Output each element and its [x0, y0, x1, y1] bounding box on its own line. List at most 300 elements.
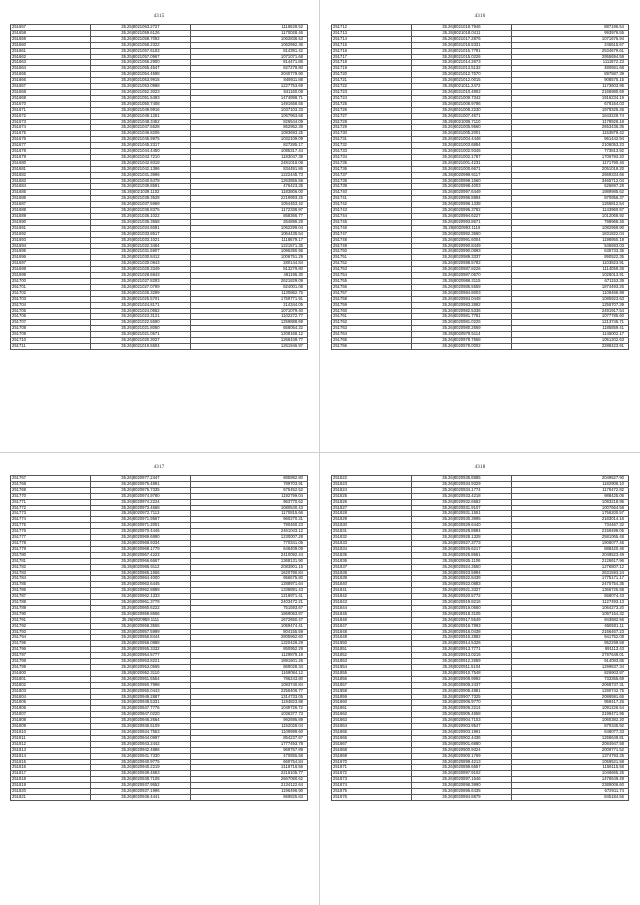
- value-cell: 1097154.32: [511, 611, 628, 617]
- value-cell: 770341.05: [190, 540, 307, 546]
- value-cell: 264896.29: [190, 219, 307, 225]
- value-cell: 2199471.95: [511, 712, 628, 718]
- value-cell: 1064435.54: [190, 231, 307, 237]
- row-id-cell: 251814: [11, 753, 91, 759]
- value-cell: 887196.54: [511, 25, 628, 31]
- row-id-cell: 251674: [11, 125, 91, 131]
- value-cell: 961442.94: [511, 137, 628, 143]
- coordinate-cell: 35.26|8020924.3550: [411, 564, 511, 570]
- row-id-cell: 251742: [332, 202, 412, 208]
- value-cell: 1006751.29: [190, 255, 307, 261]
- coordinate-cell: 35.26|8021057.6183: [90, 48, 190, 54]
- value-cell: 1759771.91: [190, 296, 307, 302]
- coordinate-cell: 35.26|8020896.3990: [411, 783, 511, 789]
- coordinate-cell: 35.26|8021046.8206: [90, 131, 190, 137]
- value-cell: 885982.80: [190, 476, 307, 482]
- row-id-cell: 251813: [11, 747, 91, 753]
- coordinate-cell: 35.26|8020978.0002: [411, 343, 511, 349]
- coordinate-cell: 35.26|8021051.5493: [90, 95, 190, 101]
- coordinate-cell: 35.26|8020982.5336: [411, 308, 511, 314]
- row-id-cell: 251839: [332, 576, 412, 582]
- value-cell: 1366725.68: [511, 588, 628, 594]
- row-id-cell: 251861: [332, 706, 412, 712]
- value-cell: 1007664.58: [511, 505, 628, 511]
- coordinate-cell: 35.26|8020899.4213: [411, 759, 511, 765]
- coordinate-cell: 35.26|8021020.3027: [90, 338, 190, 344]
- value-cell: 1127493.13: [511, 600, 628, 606]
- value-cell: 1118879.17: [190, 237, 307, 243]
- value-cell: 1276807.12: [511, 564, 628, 570]
- row-id-cell: 251744: [332, 214, 412, 220]
- row-id-cell: 251666: [11, 78, 91, 84]
- value-cell: 1179926.18: [511, 119, 628, 125]
- value-cell: 671153.39: [511, 278, 628, 284]
- coordinate-cell: 35.26|8020948.5331: [90, 700, 190, 706]
- row-id-cell: 251721: [332, 78, 412, 84]
- value-cell: 1108466.98: [511, 290, 628, 296]
- row-id-cell: 251866: [332, 735, 412, 741]
- coordinate-cell: 35.26|8020945.5109: [90, 724, 190, 730]
- value-cell: 1476649.49: [511, 777, 628, 783]
- coordinate-cell: 35.26|8020979.5114: [411, 332, 511, 338]
- row-id-cell: 251772: [11, 505, 91, 511]
- value-cell: 814471.86: [190, 60, 307, 66]
- value-cell: 2051019.20: [511, 166, 628, 172]
- value-cell: 1222445.73: [190, 172, 307, 178]
- coordinate-cell: 35.26|8021008.2230: [411, 107, 511, 113]
- value-cell: 1059474.41: [190, 623, 307, 629]
- coordinate-cell: 35.26|8021036.8375: [90, 208, 190, 214]
- coordinate-cell: 35.26|8020928.8884: [411, 529, 511, 535]
- row-id-cell: 251760: [332, 308, 412, 314]
- value-cell: 826544.09: [190, 119, 307, 125]
- value-cell: 2134122.64: [190, 783, 307, 789]
- row-id-cell: 251846: [332, 617, 412, 623]
- coordinate-cell: 35.26|8020904.7103: [411, 718, 511, 724]
- coordinate-cell: 35.26|8020959.8666: [90, 611, 190, 617]
- coordinate-cell: 35.26|8020898.6657: [411, 765, 511, 771]
- value-cell: 1060382.20: [511, 718, 628, 724]
- coordinate-cell: 35.26|8021059.6126: [90, 30, 190, 36]
- coordinate-cell: 35.26|8020939.4663: [90, 771, 190, 777]
- value-cell: 1156115.58: [511, 765, 628, 771]
- value-cell: 1183806.00: [190, 190, 307, 196]
- document-page-4316: [331, 14, 629, 350]
- coordinate-cell: 35.26|8021033.1021: [90, 237, 190, 243]
- value-cell: 1172336.97: [190, 208, 307, 214]
- coordinate-cell: 35.26|8020965.1556: [90, 570, 190, 576]
- value-cell: 1620790.84: [190, 570, 307, 576]
- coordinate-cell: 35.26|8020966.6667: [90, 558, 190, 564]
- coordinate-cell: 35.26|8021053.0988: [90, 84, 190, 90]
- row-id-cell: 251796: [11, 647, 91, 653]
- value-cell: 1152028.04: [190, 724, 307, 730]
- coordinate-cell: 35.26|8021003.6894: [411, 143, 511, 149]
- value-cell: 890522.35: [511, 255, 628, 261]
- coordinate-cell: 35.26|8021018.0411: [411, 30, 511, 36]
- row-id-cell: 251730: [332, 131, 412, 137]
- coordinate-cell: 35.26|8021012.7570: [411, 72, 511, 78]
- value-cell: 491195.30: [190, 273, 307, 279]
- coordinate-cell: 35.25|8021063.2727: [90, 25, 190, 31]
- value-cell: 869825.83: [190, 794, 307, 800]
- row-id-cell: 251830: [332, 523, 412, 529]
- coordinate-cell: 35.26|8020996.1338: [411, 202, 511, 208]
- value-cell: 2631593.24: [511, 570, 628, 576]
- value-cell: 1032109.09: [190, 137, 307, 143]
- page-number: 4318: [474, 465, 486, 470]
- coordinate-cell: 35.26|8021042.9318: [90, 160, 190, 166]
- coordinate-cell: 35.26|8020943.2442: [90, 741, 190, 747]
- row-id-cell: 251818: [11, 777, 91, 783]
- row-id-cell: 251728: [332, 119, 412, 125]
- coordinate-cell: 35.26|8020932.6662: [411, 499, 511, 505]
- row-id-cell: 251873: [332, 777, 412, 783]
- coordinate-cell: 35.26|8020972.7113: [90, 511, 190, 517]
- row-id-cell: 251857: [332, 682, 412, 688]
- coordinate-cell: 35.26|8021050.7408: [90, 101, 190, 107]
- row-id-cell: 251663: [11, 60, 91, 66]
- value-cell: 1314733.05: [190, 694, 307, 700]
- coordinate-cell: 35.26|8020970.4446: [90, 529, 190, 535]
- coordinate-cell: 35.26|8020901.6880: [411, 741, 511, 747]
- row-id-cell: 251789: [11, 605, 91, 611]
- value-cell: 1103823.91: [511, 261, 628, 267]
- coordinate-cell: 35.26|8021033.8517: [90, 231, 190, 237]
- value-cell: 1290742.75: [511, 688, 628, 694]
- value-cell: 850952.29: [190, 647, 307, 653]
- row-id-cell: 251676: [11, 137, 91, 143]
- row-id-cell: 251743: [332, 208, 412, 214]
- value-cell: 2106053.23: [511, 143, 628, 149]
- row-id-cell: 251670: [11, 101, 91, 107]
- row-id-cell: 251807: [11, 712, 91, 718]
- value-cell: 476423.35: [190, 184, 307, 190]
- row-id-cell: 251842: [332, 594, 412, 600]
- data-table: [10, 24, 308, 350]
- coordinate-cell: 35.26|8020894.8879: [411, 794, 511, 800]
- row-id-cell: 251817: [11, 771, 91, 777]
- row-id-cell: 251763: [332, 326, 412, 332]
- row-id-cell: 251820: [11, 789, 91, 795]
- coordinate-cell: 35.26|8021005.2001: [411, 131, 511, 137]
- row-id-cell: 251797: [11, 653, 91, 659]
- value-cell: 841160.08: [190, 89, 307, 95]
- row-id-cell: 251853: [332, 659, 412, 665]
- coordinate-cell: 35.26|8021022.5590: [90, 320, 190, 326]
- value-cell: 2084947.58: [511, 741, 628, 747]
- value-cell: 1288971.64: [190, 582, 307, 588]
- coordinate-cell: 35.26|8021045.9975: [90, 137, 190, 143]
- row-id-cell: 251845: [332, 611, 412, 617]
- value-cell: 568074.43: [511, 594, 628, 600]
- value-cell: 1067963.68: [190, 113, 307, 119]
- row-id-cell: 251822: [332, 476, 412, 482]
- row-id-cell: 251755: [332, 278, 412, 284]
- coordinate-cell: 35.26|8020912.2659: [411, 659, 511, 665]
- coordinate-cell: 35.26|8020897.1546: [411, 777, 511, 783]
- coordinate-cell: 35.26|8020915.2882: [411, 635, 511, 641]
- row-id-cell: 251777: [11, 535, 91, 541]
- coordinate-cell: 35.26|8021013.5132: [411, 66, 511, 72]
- coordinate-cell: 35.26|8021037.5969: [90, 202, 190, 208]
- data-table: [10, 475, 308, 801]
- coordinate-cell: 35.26|8020951.5554: [90, 676, 190, 682]
- value-cell: 2256406.77: [190, 688, 307, 694]
- coordinate-cell: 35.26|8020962.1333: [90, 594, 190, 600]
- coordinate-cell: 35.26|8021017.2876: [411, 36, 511, 42]
- value-cell: 1192799.04: [190, 493, 307, 499]
- coordinate-cell: 35.26|8020953.0665: [90, 665, 190, 671]
- coordinate-cell: 35.26|8020963.6445: [90, 582, 190, 588]
- row-id-cell: 251808: [11, 718, 91, 724]
- coordinate-cell: 35.26|8020977.2447: [90, 476, 190, 482]
- value-cell: 1989985.62: [511, 190, 628, 196]
- coordinate-cell: 35.26|8020919.0660: [411, 605, 511, 611]
- value-cell: 914083.85: [511, 659, 628, 665]
- value-cell: 956675.80: [190, 576, 307, 582]
- coordinate-cell: 35.26|8020964.4000: [90, 576, 190, 582]
- value-cell: 1036377.73: [190, 712, 307, 718]
- coordinate-cell: 35.26|8020930.3995: [411, 517, 511, 523]
- coordinate-cell: 35.26|8020969.6890: [90, 535, 190, 541]
- row-id-cell: 251753: [332, 267, 412, 273]
- value-cell: 691113.43: [511, 647, 628, 653]
- coordinate-cell: 35.26|8020935.6885: [411, 476, 511, 482]
- row-id-cell: 251868: [332, 747, 412, 753]
- value-cell: 1263855.59: [190, 178, 307, 184]
- value-cell: 2653436.36: [511, 125, 628, 131]
- value-cell: 2083901.15: [190, 564, 307, 570]
- coordinate-cell: 35.26|8020960.6222: [90, 605, 190, 611]
- coordinate-cell: 35.26|8021029.3349: [90, 267, 190, 273]
- value-cell: 2009771.52: [511, 747, 628, 753]
- row-id-cell: 251687: [11, 202, 91, 208]
- value-cell: 214344.05: [190, 302, 307, 308]
- coordinate-cell: 35.26|8020994.6227: [411, 214, 511, 220]
- coordinate-cell: 35.26|8020941.7330: [90, 753, 190, 759]
- coordinate-cell: 35.26|8020944.7553: [90, 729, 190, 735]
- row-id-cell: 251809: [11, 724, 91, 730]
- coordinate-cell: 35.26|8021042.1396: [90, 166, 190, 172]
- coordinate-cell: 35.26|8020928.1328: [411, 535, 511, 541]
- value-cell: 952299.59: [511, 641, 628, 647]
- value-cell: 813279.80: [190, 267, 307, 273]
- coordinate-cell: 35.26|8020940.2219: [90, 765, 190, 771]
- row-id-cell: 251783: [11, 570, 91, 576]
- coordinate-cell: 35.26|8020933.4218: [411, 493, 511, 499]
- row-id-cell: 251673: [11, 119, 91, 125]
- coordinate-cell: 35.26|8020958.3555: [90, 623, 190, 629]
- coordinate-cell: 35.26|8020993.8671: [411, 219, 511, 225]
- coordinate-cell: 35.26|8021027.8293: [90, 278, 190, 284]
- row-id-cell: 251804: [11, 694, 91, 700]
- row-id-cell: 251865: [332, 729, 412, 735]
- value-cell: 960270.31: [190, 517, 307, 523]
- coordinate-cell: 35.26|8021007.4671: [411, 113, 511, 119]
- coordinate-cell: 35.26|8020918.3105: [411, 611, 511, 617]
- row-id-cell: 251803: [11, 688, 91, 694]
- row-id-cell: 251669: [11, 95, 91, 101]
- row-id-cell: 251706: [11, 314, 91, 320]
- row-id-cell: 251825: [332, 493, 412, 499]
- row-id-cell: 251727: [332, 113, 412, 119]
- value-cell: 2403472.21: [190, 600, 307, 606]
- row-id-cell: 251732: [332, 143, 412, 149]
- coordinate-cell: 35.26|8020953.8221: [90, 659, 190, 665]
- row-id-cell: 251852: [332, 653, 412, 659]
- row-id-cell: 251860: [332, 700, 412, 706]
- coordinate-cell: 35.26|8020947.7776: [90, 706, 190, 712]
- value-cell: 1209168.12: [190, 332, 307, 338]
- value-cell: 1474898.71: [190, 95, 307, 101]
- coordinate-cell: 35.26|8021053.9915: [90, 78, 190, 84]
- coordinate-cell: 35.26|8020925.8661: [411, 552, 511, 558]
- row-id-cell: 251837: [332, 564, 412, 570]
- coordinate-cell: 35.26|8020917.5549: [411, 617, 511, 623]
- value-cell: 2219993.25: [190, 196, 307, 202]
- value-cell: 658501.11: [511, 623, 628, 629]
- row-id-cell: 251689: [11, 214, 91, 220]
- coordinate-cell: 35.26|8020911.5104: [411, 665, 511, 671]
- row-id-cell: 251806: [11, 706, 91, 712]
- row-id-cell: 251735: [332, 160, 412, 166]
- coordinate-cell: 35.26|8020942.4886: [90, 747, 190, 753]
- value-cell: 2461043.12: [190, 529, 307, 535]
- coordinate-cell: 35.26|8020900.9324: [411, 747, 511, 753]
- coordinate-cell: 35.26|8020987.0670: [411, 273, 511, 279]
- row-id-cell: 251703: [11, 296, 91, 302]
- row-id-cell: 251757: [332, 290, 412, 296]
- value-cell: 1083740.84: [190, 682, 307, 688]
- value-cell: 526697.28: [511, 184, 628, 190]
- value-cell: 824001.08: [190, 284, 307, 290]
- value-cell: 1227753.69: [190, 84, 307, 90]
- value-cell: 888420.46: [511, 546, 628, 552]
- coordinate-cell: 35.26|8020975.7335: [90, 487, 190, 493]
- value-cell: 1173603.96: [511, 84, 628, 90]
- value-cell: 1093218.96: [511, 499, 628, 505]
- row-id-cell: 251801: [11, 676, 91, 682]
- row-id-cell: 251725: [332, 101, 412, 107]
- value-cell: 1775171.17: [511, 576, 628, 582]
- coordinate-cell: 35.26|8021039.8591: [90, 184, 190, 190]
- value-cell: 2955694.59: [511, 54, 628, 60]
- value-cell: 1059521.58: [511, 759, 628, 765]
- row-id-cell: 251811: [11, 735, 91, 741]
- coordinate-cell: 35.26|8021006.7110: [411, 119, 511, 125]
- coordinate-cell: 35.26|8021034.6081: [90, 225, 190, 231]
- row-id-cell: 251659: [11, 36, 91, 42]
- coordinate-cell: 35.26|8020916.0438: [411, 629, 511, 635]
- value-cell: 1082969.90: [511, 225, 628, 231]
- value-cell: 1266439.77: [190, 338, 307, 344]
- value-cell: 678164.03: [511, 101, 628, 107]
- row-id-cell: 251660: [11, 42, 91, 48]
- value-cell: 1116628.52: [190, 25, 307, 31]
- value-cell: 1176472.82: [511, 487, 628, 493]
- value-cell: 1916234.19: [511, 95, 628, 101]
- coordinate-cell: 35.26|8020910.7548: [411, 670, 511, 676]
- coordinate-cell: 35.26|8021045.2317: [90, 143, 190, 149]
- row-id-cell: 251771: [11, 499, 91, 505]
- row-id-cell: 251829: [332, 517, 412, 523]
- value-cell: 1221571.35: [190, 243, 307, 249]
- row-id-cell: 251680: [11, 160, 91, 166]
- page-number: 4316: [474, 14, 486, 19]
- row-id-cell: 251679: [11, 154, 91, 160]
- value-cell: 648077.33: [511, 729, 628, 735]
- row-id-cell: 251782: [11, 564, 91, 570]
- coordinate-cell: 35.26|8020962.8889: [90, 588, 190, 594]
- row-id-cell: 251722: [332, 84, 412, 90]
- value-cell: 1320428.29: [190, 641, 307, 647]
- coordinate-cell: 35.26|8020952.3110: [90, 670, 190, 676]
- row-id-cell: 251720: [332, 72, 412, 78]
- coordinate-cell: 35.26|8020968.9334: [90, 540, 190, 546]
- value-cell: 1266812.54: [511, 202, 628, 208]
- row-id-cell: 251834: [332, 546, 412, 552]
- value-cell: 1230007.28: [190, 535, 307, 541]
- row-id-cell: 251713: [332, 30, 412, 36]
- coordinate-cell: 35.26|8020938.7108: [90, 777, 190, 783]
- coordinate-cell: 35.26|8021015.0226: [411, 54, 511, 60]
- value-cell: 2216105.77: [190, 771, 307, 777]
- value-cell: 959417.26: [511, 700, 628, 706]
- row-id-cell: 251802: [11, 682, 91, 688]
- value-cell: 870345.92: [511, 724, 628, 730]
- row-id-cell: 251718: [332, 60, 412, 66]
- value-cell: 2389006.60: [511, 783, 628, 789]
- coordinate-cell: 35.26|8020903.1991: [411, 729, 511, 735]
- value-cell: 1083693.25: [190, 131, 307, 137]
- value-cell: 635733.35: [511, 249, 628, 255]
- coordinate-cell: 35.26|8020980.2669: [411, 326, 511, 332]
- row-id-cell: 251767: [11, 476, 91, 482]
- coordinate-cell: 35.26|8021016.5331: [411, 42, 511, 48]
- value-cell: 862952.39: [190, 125, 307, 131]
- value-cell: 2797649.01: [511, 653, 628, 659]
- row-id-cell: 251707: [11, 320, 91, 326]
- value-cell: 2410092.44: [190, 552, 307, 558]
- value-cell: 545693.03: [511, 243, 628, 249]
- coordinate-cell: 35.26|8020931.9107: [411, 505, 511, 511]
- value-cell: 897587.39: [511, 72, 628, 78]
- coordinate-cell: 35.26|8021025.5701: [90, 296, 190, 302]
- row-id-cell: 251736: [332, 166, 412, 172]
- value-cell: 988425.06: [511, 493, 628, 499]
- coordinate-cell: 35.26|8020895.6435: [411, 789, 511, 795]
- row-id-cell: 251826: [332, 499, 412, 505]
- row-id-cell: 251768: [11, 481, 91, 487]
- row-id-cell: 251697: [11, 261, 91, 267]
- coordinate-cell: 35.26|8021019.5504: [90, 343, 190, 349]
- value-cell: 1182906.10: [511, 481, 628, 487]
- value-cell: 751593.67: [190, 605, 307, 611]
- coordinate-cell: 35.26|8020936.4441: [90, 794, 190, 800]
- value-cell: 675452.52: [190, 487, 307, 493]
- row-id-cell: 251739: [332, 184, 412, 190]
- value-cell: 1218971.41: [190, 594, 307, 600]
- coordinate-cell: 35.26|8021055.4547: [90, 66, 190, 72]
- row-id-cell: 251766: [332, 343, 412, 349]
- value-cell: 1037103.33: [190, 107, 307, 113]
- row-id-cell: 251765: [332, 338, 412, 344]
- coordinate-cell: 35.26|8020978.7558: [411, 338, 511, 344]
- coordinate-cell: 35.26|8020926.6217: [411, 546, 511, 552]
- value-cell: 1891601.26: [190, 659, 307, 665]
- coordinate-cell: 35.26|8021001.4231: [411, 160, 511, 166]
